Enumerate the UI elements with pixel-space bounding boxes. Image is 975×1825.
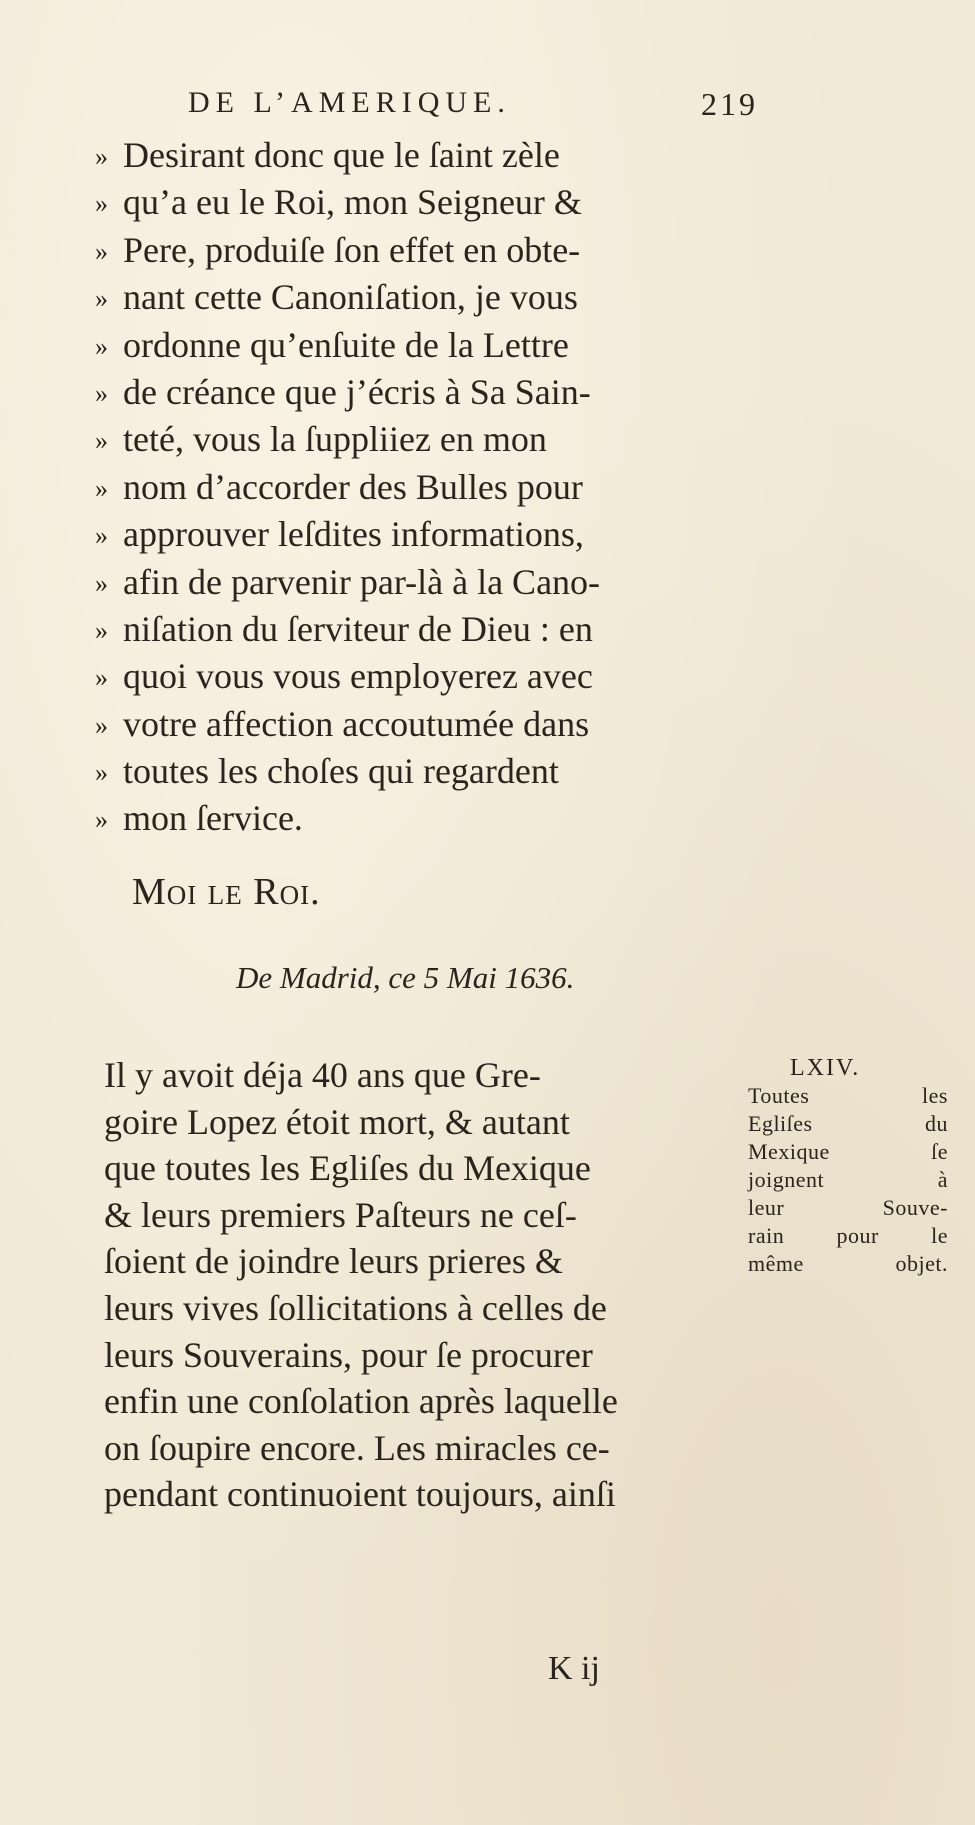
quote-mark: » [95,142,108,171]
running-head-title: DE L’AMERIQUE. [188,86,511,119]
quote-line-text: niſation du ſerviteur de Dieu : en [123,608,593,649]
paragraph-line: leurs Souverains, pour ſe procurer [104,1334,593,1375]
marginal-note-number: LXIV. [790,1055,861,1081]
quote-line-text: nom d’accorder des Bulles pour [123,466,583,507]
quote-line-text: ordonne qu’enſuite de la Lettre [123,324,569,365]
paragraph-line: & leurs premiers Paſteurs ne ceſ- [104,1194,577,1235]
marginal-note-line: joignent à [748,1167,948,1192]
quote-mark: » [95,521,108,551]
paragraph-line: que toutes les Egliſes du Mexique [104,1148,591,1189]
quote-line-text: nant cette Canoniſation, je vous [123,277,578,318]
quote-line [95,227,755,274]
quote-line [95,511,755,558]
signature-mark: K ij [548,1650,600,1687]
quote-mark: » [95,331,108,361]
quote-mark: » [95,663,108,693]
dateline: De Madrid, ce 5 Mai 1636. [236,960,575,995]
quote-line-text: afin de parvenir par-là à la Cano- [123,561,601,602]
quote-line [95,464,755,511]
marginal-note-line: leur Souve- [748,1195,948,1220]
quote-mark: » [95,236,108,266]
quote-line [95,559,755,606]
paragraph-line: on ſoupire encore. Les miracles ce- [104,1427,610,1468]
quote-line [95,179,755,226]
royal-signature: Moi le Roi. [132,871,321,913]
quote-line-text: toutes les choſes qui regardent [123,751,559,792]
quote-line [95,653,755,700]
quote-line [95,322,755,369]
paragraph-line: Il y avoit déja 40 ans que Gre- [104,1055,541,1095]
quote-mark: » [95,189,108,219]
quote-mark: » [95,758,108,788]
quote-mark: » [95,615,108,645]
main-paragraph [104,1052,744,1518]
quote-line-text: qu’a eu le Roi, mon Seigneur & [123,182,582,223]
quote-line-text: votre affection accoutumée dans [123,703,590,744]
quote-line [95,701,755,748]
quote-line [95,795,755,842]
quote-line-text: approuver leſdites informations, [123,514,584,555]
quote-mark: » [95,378,108,408]
paragraph-line: enfin une conſolation après laquelle [104,1381,618,1422]
quote-mark: » [95,473,108,503]
quote-mark: » [95,426,108,456]
quote-mark: » [95,568,108,598]
quote-line-text: mon ſervice. [123,798,303,839]
marginal-note-line: même objet. [748,1251,948,1276]
quote-mark: » [95,284,108,314]
marginal-note-line: Mexique ſe [748,1139,948,1164]
quote-line [95,132,755,179]
quote-line-text: teté, vous la ſuppliiez en mon [123,419,547,460]
marginal-note-line: rain pour le [748,1223,948,1248]
royal-letter-quote [95,132,755,843]
quote-line-text: de créance que j’écris à Sa Sain- [123,371,591,412]
marginal-note [748,1054,948,1278]
paragraph-line: ſoient de joindre leurs prieres & [104,1241,563,1282]
page-number: 219 [701,86,758,122]
quote-line-text: Desirant donc que le ſaint zèle [123,135,560,175]
quote-line [95,274,755,321]
quote-line-text: quoi vous vous employerez avec [123,656,593,697]
quote-line-text: Pere, produiſe ſon effet en obte- [123,229,581,270]
quote-mark: » [95,805,108,835]
quote-line [95,606,755,653]
paragraph-line: leurs vives ſollicitations à celles de [104,1287,607,1328]
paragraph-line: pendant continuoient toujours, ainſi [104,1474,616,1515]
paragraph-line: goire Lopez étoit mort, & autant [104,1101,570,1142]
quote-mark: » [95,710,108,740]
quote-line [95,416,755,463]
quote-line [95,748,755,795]
running-head [188,86,758,130]
marginal-note-line: Egliſes du [748,1111,948,1136]
quote-line [95,369,755,416]
marginal-note-line: Toutes les [748,1083,948,1108]
